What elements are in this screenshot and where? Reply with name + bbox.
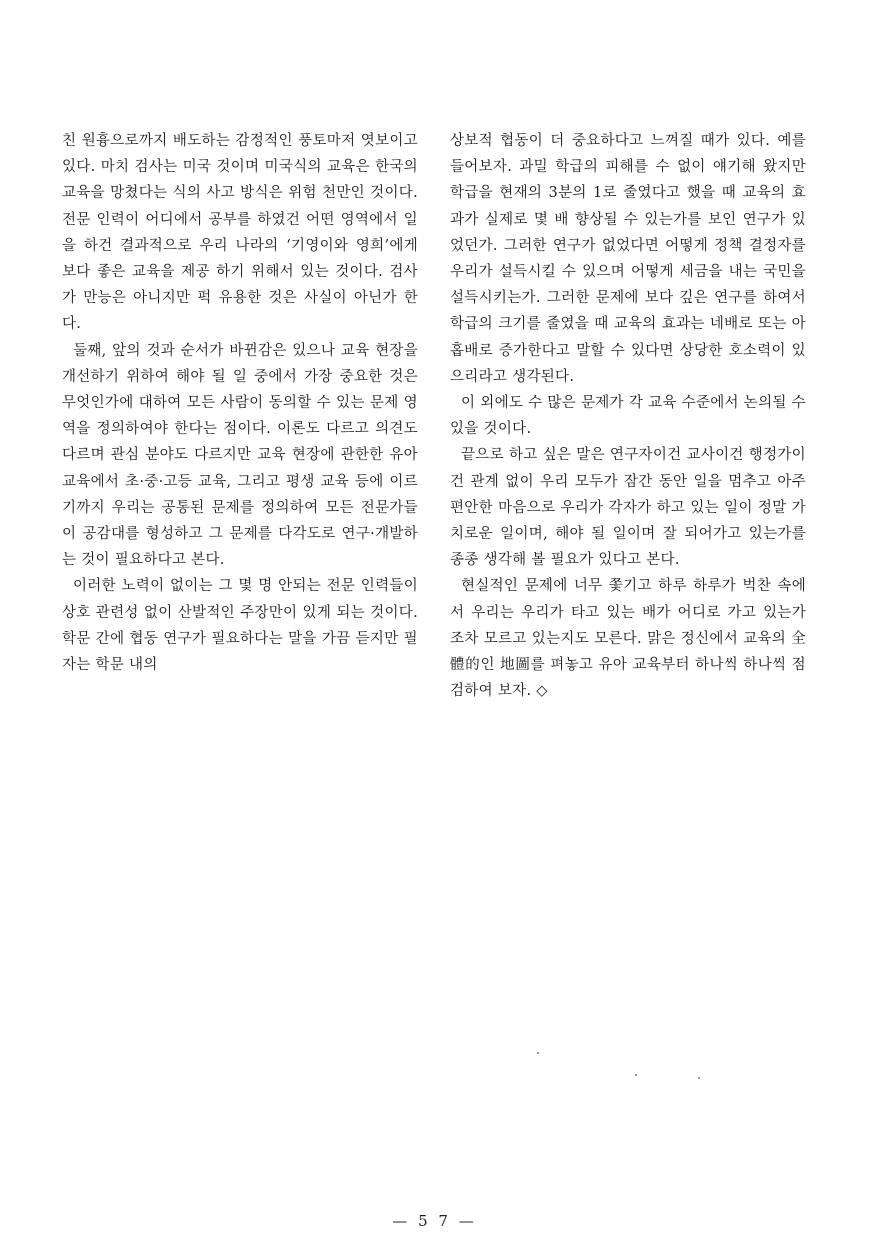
scan-speck <box>635 1074 637 1076</box>
paragraph: 끝으로 하고 싶은 말은 연구자이건 교사이건 행정가이건 관계 없이 우리 모두가 잠간 동안 일을 멈추고 아주 편안한 마음으로 우리가 각자가 하고 있는 일이 정말 가치로운 일이며, 해야 될 일이며 잘 되어가고 있는가를 종종 생각해 볼 필요가 있다고 본다. <box>450 447 806 569</box>
scan-speck <box>537 1052 539 1054</box>
page-number: — 5 7 — <box>392 1212 477 1230</box>
paragraph: 이러한 노력이 없이는 그 몇 명 안되는 전문 인력들이 상호 관련성 없이 산발적인 주장만이 있게 되는 것이다. 학문 간에 협동 연구가 필요하다는 말을 가끔 듣지만 필자는 학문 내의 <box>62 578 418 674</box>
paragraph: 상보적 협동이 더 중요하다고 느껴질 때가 있다. 예를 들어보자. 과밀 학급의 피해를 수 없이 얘기해 왔지만 학급을 현재의 3분의 1로 줄였다고 했을 때 교육의 효과가 실제로 몇 배 향상될 수 있는가를 보인 연구가 있었던가. 그러한 연구가 없었다면 어떻게 정책 결정자를 우리가 설득시킬 수 있으며 어떻게 세금을 내는 국민을 설득시키는가. 그러한 문제에 보다 깊은 연구를 하여서 학급의 크기를 줄였을 때 교육의 효과는 네배로 또는 아홉배로 증가한다고 말할 수 있다면 상당한 호소력이 있으리라고 생각된다. <box>450 133 806 385</box>
paragraph: 이 외에도 수 많은 문제가 각 교육 수준에서 논의될 수 있을 것이다. <box>450 395 806 438</box>
paragraph: 친 원흉으로까지 배도하는 감정적인 풍토마저 엿보이고 있다. 마치 검사는 미국 것이며 미국식의 교육은 한국의 교육을 망쳤다는 식의 사고 방식은 위험 천만인 것이다. 전문 인력이 어디에서 공부를 하였건 어떤 영역에서 일을 하건 결과적으로 우리 나라의 ‘기영이와 영희’에게 보다 좋은 교육을 제공 하기 위해서 있는 것이다. 검사가 만능은 아니지만 퍽 유용한 것은 사실이 아닌가 한다. <box>62 133 418 333</box>
right-text-column <box>450 128 806 704</box>
paragraph: 둘째, 앞의 것과 순서가 바뀐감은 있으나 교육 현장을 개선하기 위하여 해야 될 일 중에서 가장 중요한 것은 무엇인가에 대하여 모든 사람이 동의할 수 있는 문제 영역을 정의하여야 한다는 점이다. 이론도 다르고 의견도 다르며 관심 분야도 다르지만 교육 현장에 관한한 유아 교육에서 초·중·고등 교육, 그리고 평생 교육 등에 이르기까지 우리는 공통된 문제를 정의하여 모든 전문가들이 공감대를 형성하고 그 문제를 다각도로 연구·개발하는 것이 필요하다고 본다. <box>62 342 418 569</box>
paragraph: 현실적인 문제에 너무 쫓기고 하루 하루가 벅찬 속에서 우리는 우리가 타고 있는 배가 어디로 가고 있는가 조차 모르고 있는지도 모른다. 맑은 정신에서 교육의 全體的인 地圖를 펴놓고 유아 교육부터 하나씩 하나씩 점검하여 보자. ◇ <box>450 578 806 700</box>
scan-speck <box>698 1077 700 1079</box>
left-text-column <box>62 128 418 678</box>
